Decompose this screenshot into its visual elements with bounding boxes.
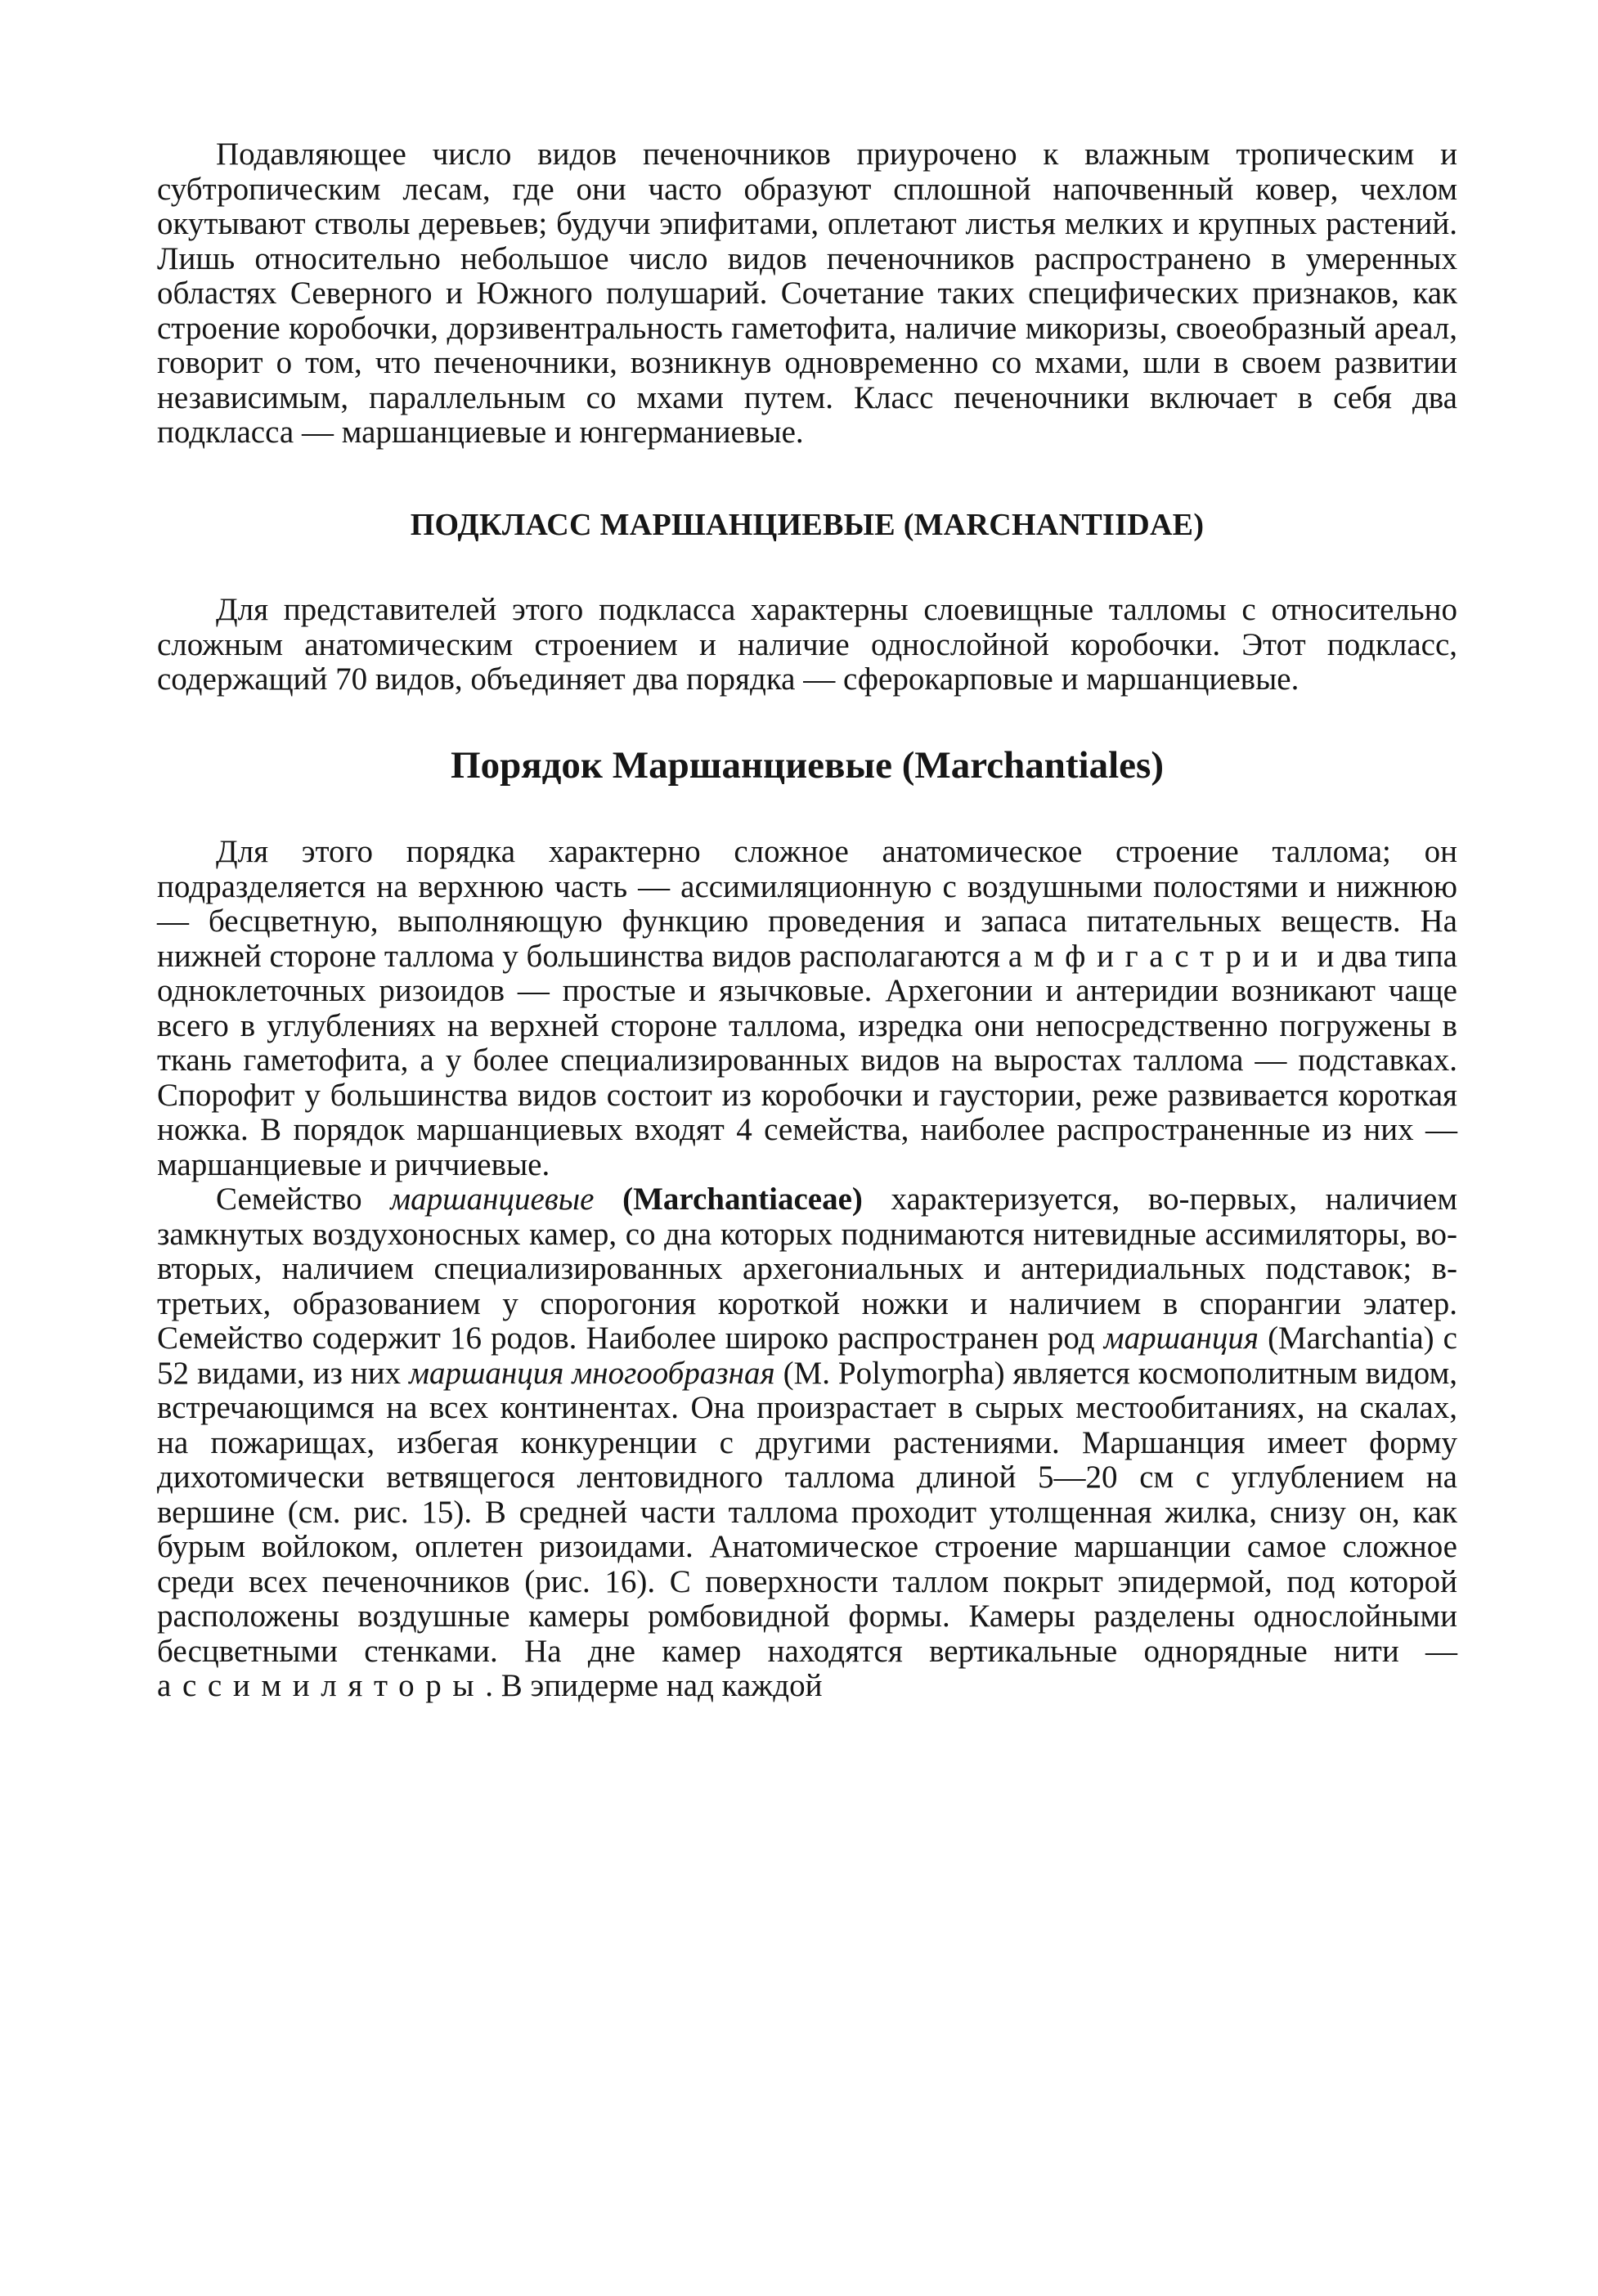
italic-term-marchantiaceae: маршанциевые xyxy=(390,1182,595,1217)
family-text-2 xyxy=(594,1182,622,1217)
subclass-heading: ПОДКЛАСС МАРШАНЦИЕВЫЕ (MARCHANTIIDAE) xyxy=(410,507,1205,542)
subclass-paragraph: Для представителей этого подкласса характерны слоевищные талломы с относительно сложным анатомическим строением и наличие однослойной коробочки. Этот подкласс, содержащий 70 видов, объединяет два порядка — сферокарповые и маршанциевые. xyxy=(157,592,1457,697)
family-text-4: (Marchantia) с 52 видами, из них xyxy=(157,1321,1457,1391)
family-text-6: . В эпидерме над каждой xyxy=(485,1668,823,1703)
bold-latin-marchantiaceae: (Marchantiaceae) xyxy=(622,1182,863,1217)
order-text-part-2: и два типа одноклеточных ризоидов — простые и язычковые. Архегонии и антеридии возникают чаще всего в углублениях на верхней стороне таллома, изредка они непосредственно погружены в ткань гаметофита, а у более специализированных видов на выростах таллома — подставках. Спорофит у большинства видов состоит из коробочки и гаустории, реже развивается короткая ножка. В порядок маршанциевых входят 4 семейства, наиболее распространенные из них — маршанциевые и риччиевые. xyxy=(157,938,1457,1182)
family-text-1: Семейство xyxy=(216,1182,391,1217)
family-text-3: характеризуется, во-первых, наличием замкнутых воздухоносных камер, со дна которых поднимаются нитевидные ассимиляторы, во-вторых, наличием специализированных архегониальных и антеридиальных подставок; в-третьих, образованием у спорогония короткой ножки и наличием в спорангии элатер. Семейство содержит 16 родов. Наиболее широко распространен род xyxy=(157,1182,1457,1356)
family-text-5: (M. Polymorpha) является космополитным видом, встречающимся на всех континентах. Она произрастает в сырых местообитаниях, на скалах, на пожарищах, избегая конкуренции с другими растениями. Маршанция имеет форму дихотомически ветвящегося лентовидного таллома длиной 5—20 см с углублением на вершине (см. рис. 15). В средней части таллома проходит утолщенная жилка, снизу он, как бурым войлоком, оплетен ризоидами. Анатомическое строение маршанции самое сложное среди всех печеночников (рис. 16). С поверхности таллом покрыт эпидермой, под которой расположены воздушные камеры ромбовидной формы. Камеры разделены однослойными бесцветными стенками. На дне камер находятся вертикальные однорядные нити — xyxy=(157,1355,1457,1669)
order-text-part-1: Для этого порядка характерно сложное анатомическое строение таллома; он подразделяется на верхнюю часть — ассимиляционную с воздушными полостями и нижнюю — бесцветную, выполняющую функцию проведения и запаса питательных веществ. На нижней стороне таллома у большинства видов располагаются xyxy=(157,834,1457,974)
order-heading: Порядок Маршанциевые (Marchantiales) xyxy=(451,743,1164,787)
order-paragraph xyxy=(157,835,1457,1182)
spaced-term-assimilators: ассимиляторы xyxy=(157,1668,486,1703)
italic-term-marchantia-polymorpha: маршанция многообразная xyxy=(409,1355,775,1391)
family-paragraph xyxy=(157,1182,1457,1704)
intro-paragraph: Подавляющее число видов печеночников приурочено к влажным тропическим и субтропическим лесам, где они часто образуют сплошной напочвенный ковер, чехлом окутывают стволы деревьев; будучи эпифитами, оплетают листья мелких и крупных растений. Лишь относительно небольшое число видов печеночников распространено в умеренных областях Северного и Южного полушарий. Сочетание таких специфических признаков, как строение коробочки, дорзивентральность гаметофита, наличие микоризы, своеобразный ареал, говорит о том, что печеночники, возникнув одновременно со мхами, шли в своем развитии независимым, параллельным со мхами путем. Класс печеночники включает в себя два подкласса — маршанциевые и юнгерманиевые. xyxy=(157,137,1457,450)
spaced-term-amphigastria: амфигастрии xyxy=(1008,938,1309,974)
italic-term-marchantia: маршанция xyxy=(1103,1321,1259,1356)
